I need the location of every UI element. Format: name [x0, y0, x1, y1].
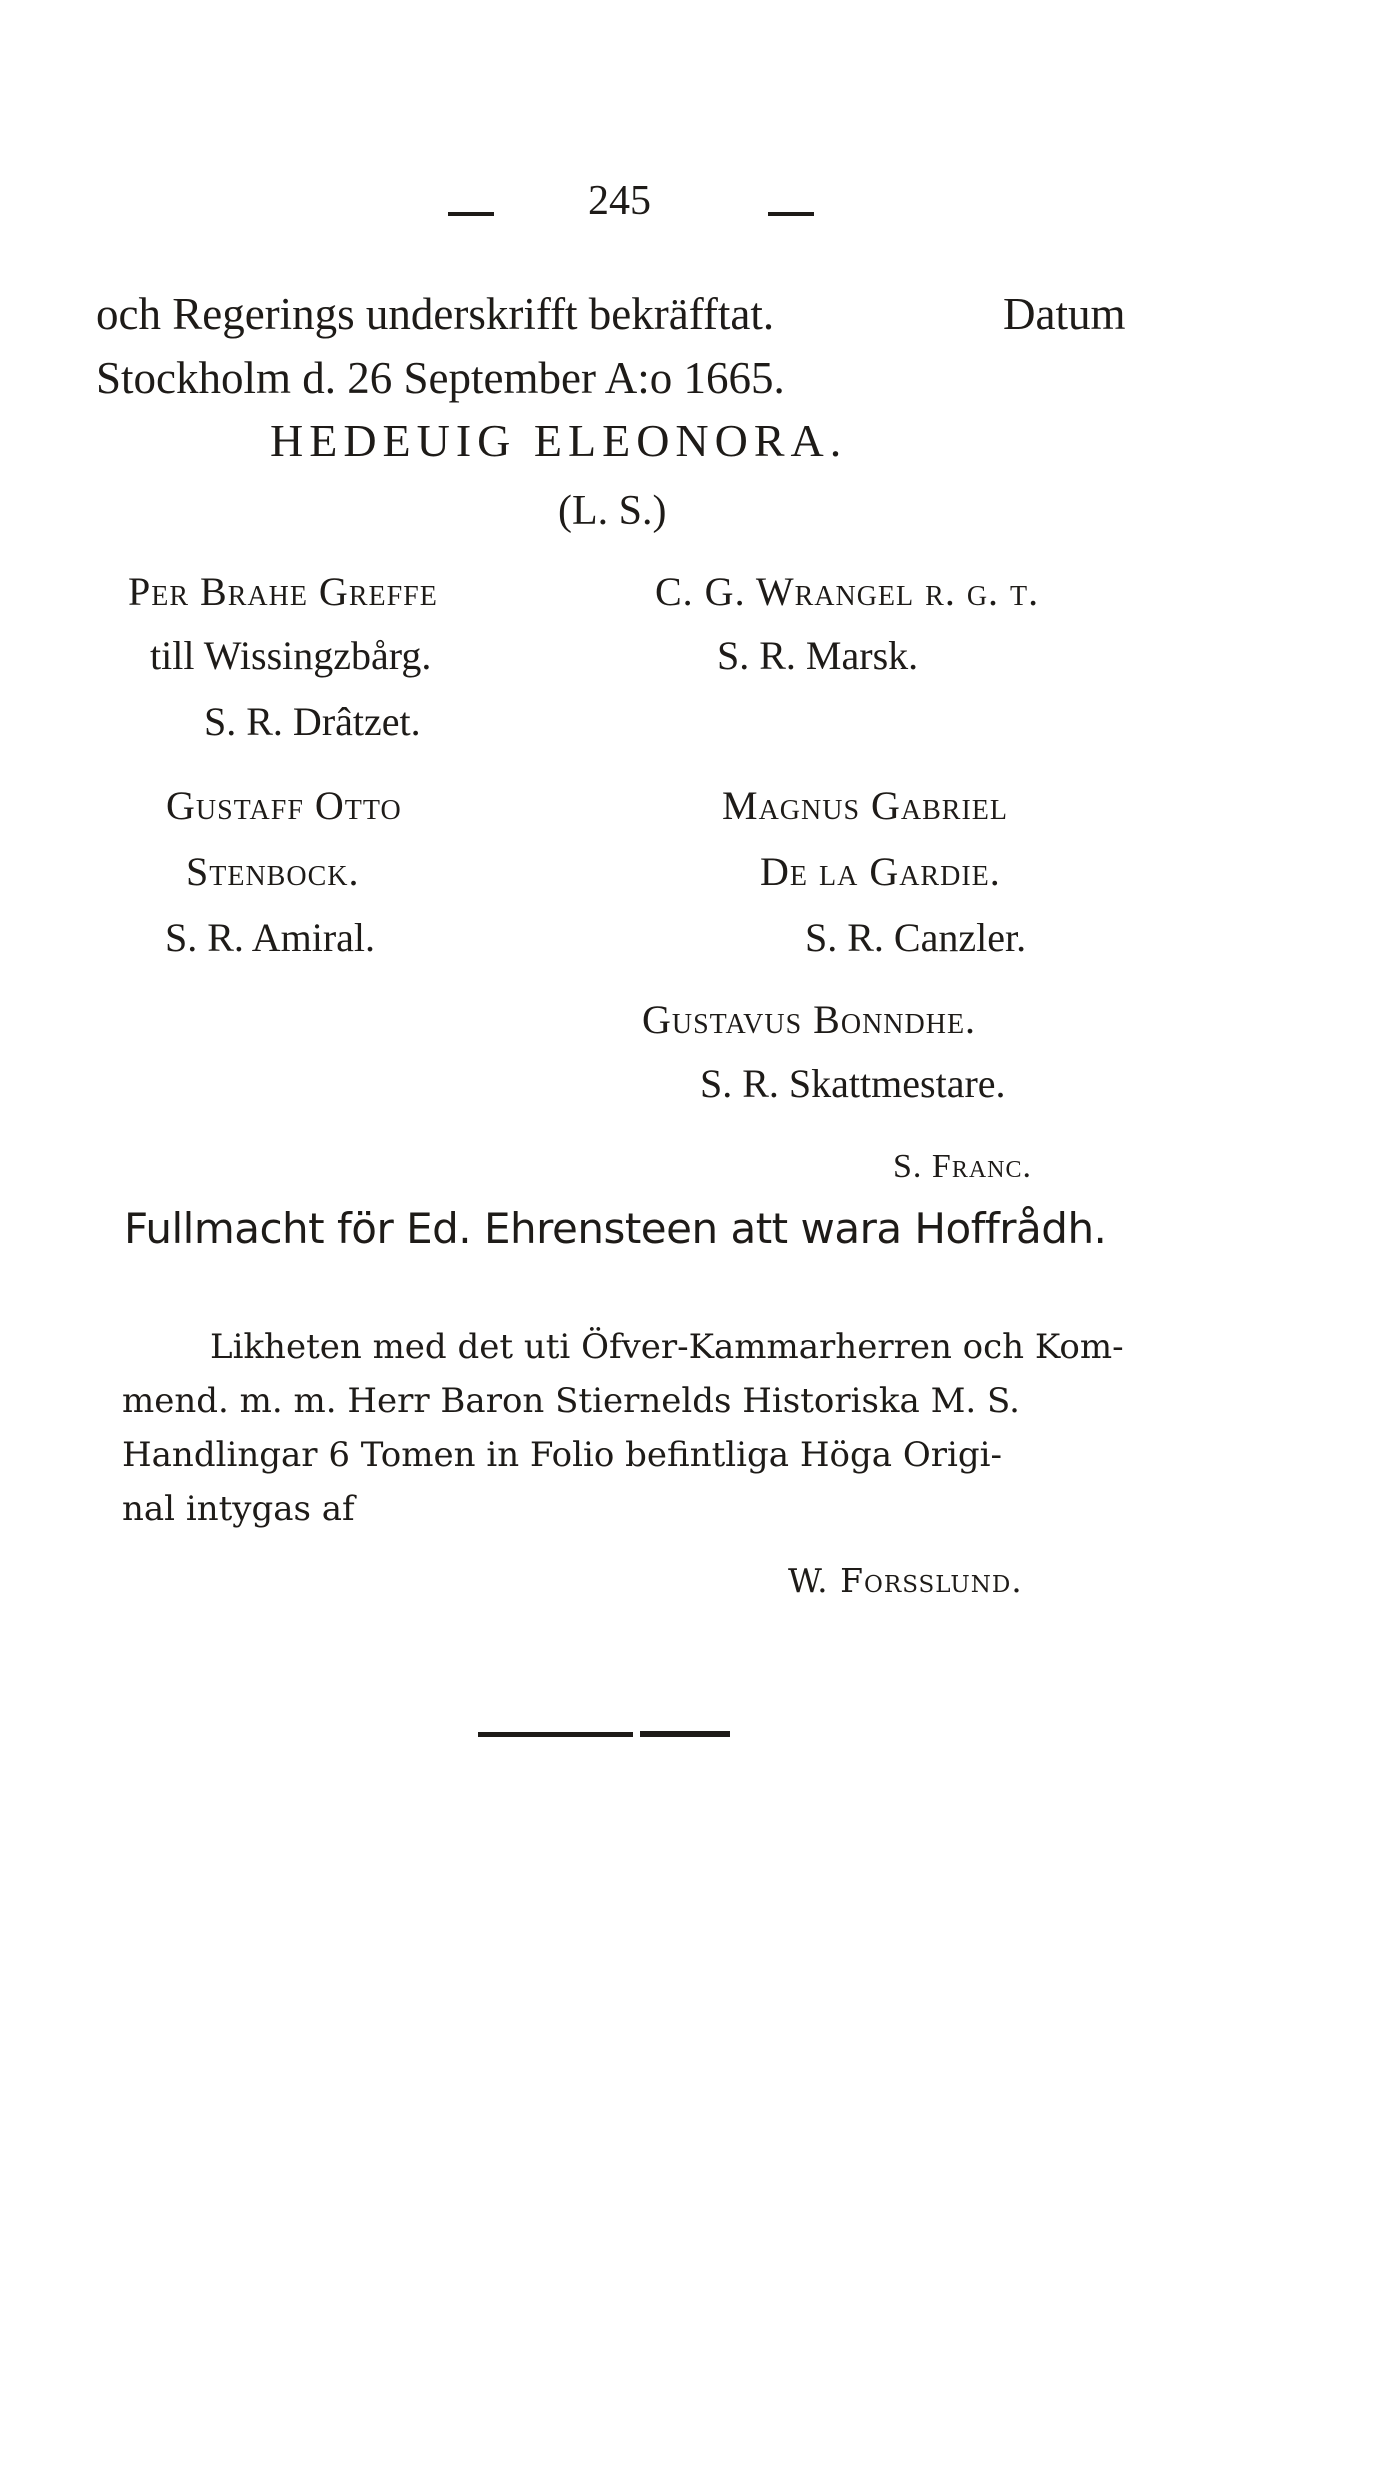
signatory-gardie-name-1: Magnus Gabriel — [722, 783, 1009, 828]
signatory-gardie-title: S. R. Canzler. — [805, 915, 1027, 960]
signatory-wrangel-title: S. R. Marsk. — [717, 633, 919, 678]
queen-signature: HEDEUIG ELEONORA. — [270, 415, 848, 466]
note-line-4: nal intygas af — [122, 1489, 355, 1529]
body-line-1: och Regerings underskrifft bekräfftat. — [96, 289, 775, 339]
header-dash-left — [448, 212, 494, 216]
ornamental-rule-right — [640, 1731, 730, 1737]
signatory-bonndhe-title: S. R. Skattmestare. — [700, 1061, 1006, 1106]
signatory-stenbock-name-1: Gustaff Otto — [166, 783, 402, 828]
page-number: 245 — [588, 178, 651, 224]
signatory-gardie-name-2: De la Gardie. — [760, 849, 1001, 894]
ornamental-rule-left — [478, 1732, 633, 1737]
signatory-brahe-line2: till Wissingzbårg. — [150, 633, 432, 678]
note-line-1: Likheten med det uti Öfver-Kammarherren och Kom- — [210, 1327, 1124, 1367]
note-line-3: Handlingar 6 Tomen in Folio befintliga Höga Origi- — [122, 1435, 1002, 1475]
fullmacht-heading: Fullmacht för Ed. Ehrensteen att wara Hoffrådh. — [124, 1204, 1107, 1253]
header-dash-right — [768, 212, 814, 216]
note-signature: W. Forsslund. — [788, 1561, 1023, 1600]
countersign-franc: S. Franc. — [893, 1148, 1032, 1185]
body-line-1-datum: Datum — [1003, 289, 1126, 339]
signatory-bonndhe-name: Gustavus Bonndhe. — [642, 997, 977, 1042]
signatory-brahe-name: Per Brahe Greffe — [128, 569, 438, 614]
body-line-2: Stockholm d. 26 September A:o 1665. — [96, 353, 785, 403]
note-line-2: mend. m. m. Herr Baron Stiernelds Historiska M. S. — [122, 1381, 1020, 1421]
seal-mark: (L. S.) — [558, 488, 667, 534]
signatory-brahe-title: S. R. Drâtzet. — [204, 699, 421, 744]
signatory-stenbock-name-2: Stenbock. — [186, 849, 360, 894]
signatory-stenbock-title: S. R. Amiral. — [165, 915, 376, 960]
signatory-wrangel-name: C. G. Wrangel r. g. t. — [655, 569, 1040, 614]
